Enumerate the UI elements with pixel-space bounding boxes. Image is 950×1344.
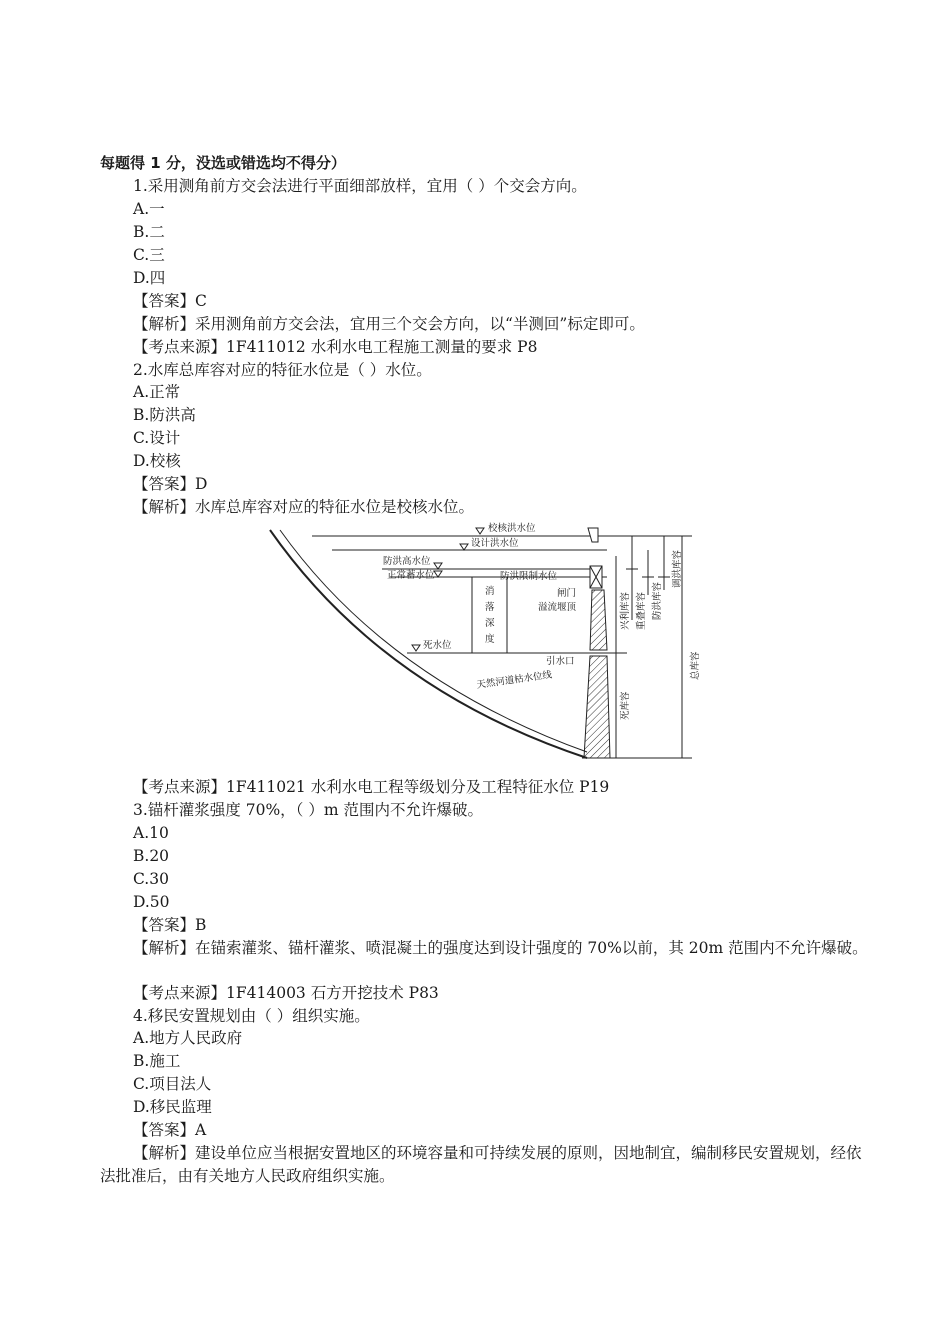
- question-4-option-d: D.移民监理: [133, 1098, 212, 1116]
- label-design-flood-level: 设计洪水位: [471, 538, 519, 549]
- label-beneficial-capacity: 兴利库容: [620, 591, 631, 630]
- label-dead-capacity: 死库容: [620, 691, 631, 720]
- question-2-analysis: 【解析】水库总库容对应的特征水位是校核水位。: [133, 498, 475, 516]
- label-dry-level: 天然河道枯水位线: [475, 669, 553, 691]
- question-1-option-c: C.三: [133, 246, 165, 264]
- label-flood-high-level: 防洪高水位: [383, 556, 431, 567]
- label-dead-level: 死水位: [423, 640, 452, 651]
- section-header: 每题得 1 分，没选或错选均不得分）: [100, 154, 346, 172]
- label-check-flood-level: 校核洪水位: [488, 523, 536, 534]
- label-drawdown-2: 落: [485, 602, 495, 613]
- question-3-option-d: D.50: [133, 893, 170, 911]
- question-2-answer: 【答案】D: [133, 475, 208, 493]
- question-1-option-b: B.二: [133, 223, 165, 241]
- question-4-analysis: 【解析】建设单位应当根据安置地区的环境容量和可持续发展的原则，因地制宜，编制移民安置规划，经依法批准后，由有关地方人民政府组织实施。: [100, 1144, 862, 1185]
- question-3-option-a: A.10: [133, 824, 169, 842]
- question-1-option-a: A.一: [133, 200, 165, 218]
- question-3-stem: 3.锚杆灌浆强度 70%，（ ）m 范围内不允许爆破。: [133, 801, 483, 819]
- label-intake: 引水口: [546, 656, 575, 667]
- question-1-answer: 【答案】C: [133, 292, 207, 310]
- question-1-stem: 1.采用测角前方交会法进行平面细部放样，宜用（ ）个交会方向。: [133, 177, 587, 195]
- question-4-option-c: C.项目法人: [133, 1075, 212, 1093]
- label-flood-regulating-capacity: 调洪库容: [672, 549, 683, 588]
- question-2-option-d: D.校核: [133, 452, 181, 470]
- question-1-source: 【考点来源】1F411012 水利水电工程施工测量的要求 P8: [133, 338, 538, 356]
- question-1-option-d: D.四: [133, 269, 166, 287]
- label-spillway-crest: 溢流堰顶: [538, 602, 577, 613]
- question-4-option-b: B.施工: [133, 1052, 181, 1070]
- label-normal-level: 正常蓄水位: [387, 570, 435, 581]
- question-4-stem: 4.移民安置规划由（ ）组织实施。: [133, 1007, 370, 1025]
- question-2-option-a: A.正常: [133, 383, 181, 401]
- label-gate: 闸门: [557, 588, 577, 599]
- question-2-source: 【考点来源】1F411021 水利水电工程等级划分及工程特征水位 P19: [133, 778, 610, 796]
- question-3-answer: 【答案】B: [133, 916, 207, 934]
- question-3-source: 【考点来源】1F414003 石方开挖技术 P83: [133, 984, 439, 1002]
- question-4-option-a: A.地方人民政府: [133, 1029, 243, 1047]
- question-3-option-c: C.30: [133, 870, 169, 888]
- question-3-option-b: B.20: [133, 847, 170, 865]
- question-3-analysis: 【解析】在锚索灌浆、锚杆灌浆、喷混凝土的强度达到设计强度的 70%以前，其 20m 范围内不允许爆破。: [133, 939, 868, 957]
- reservoir-water-level-diagram: [262, 520, 712, 772]
- label-flood-limit-level: 防洪限制水位: [500, 571, 558, 582]
- question-4-answer: 【答案】A: [133, 1121, 207, 1139]
- label-total-capacity: 总库容: [690, 651, 701, 680]
- label-drawdown-1: 消: [485, 586, 495, 597]
- label-drawdown-3: 深: [485, 618, 495, 629]
- question-1-analysis: 【解析】采用测角前方交会法，宜用三个交会方向，以“半测回”标定即可。: [133, 315, 645, 333]
- label-overlap-capacity: 重叠库容: [636, 591, 647, 630]
- label-flood-control-capacity: 防洪库容: [652, 581, 663, 620]
- question-2-option-c: C.设计: [133, 429, 181, 447]
- question-2-stem: 2.水库总库容对应的特征水位是（ ）水位。: [133, 361, 432, 379]
- question-2-option-b: B.防洪高: [133, 406, 196, 424]
- label-drawdown-4: 度: [485, 634, 495, 645]
